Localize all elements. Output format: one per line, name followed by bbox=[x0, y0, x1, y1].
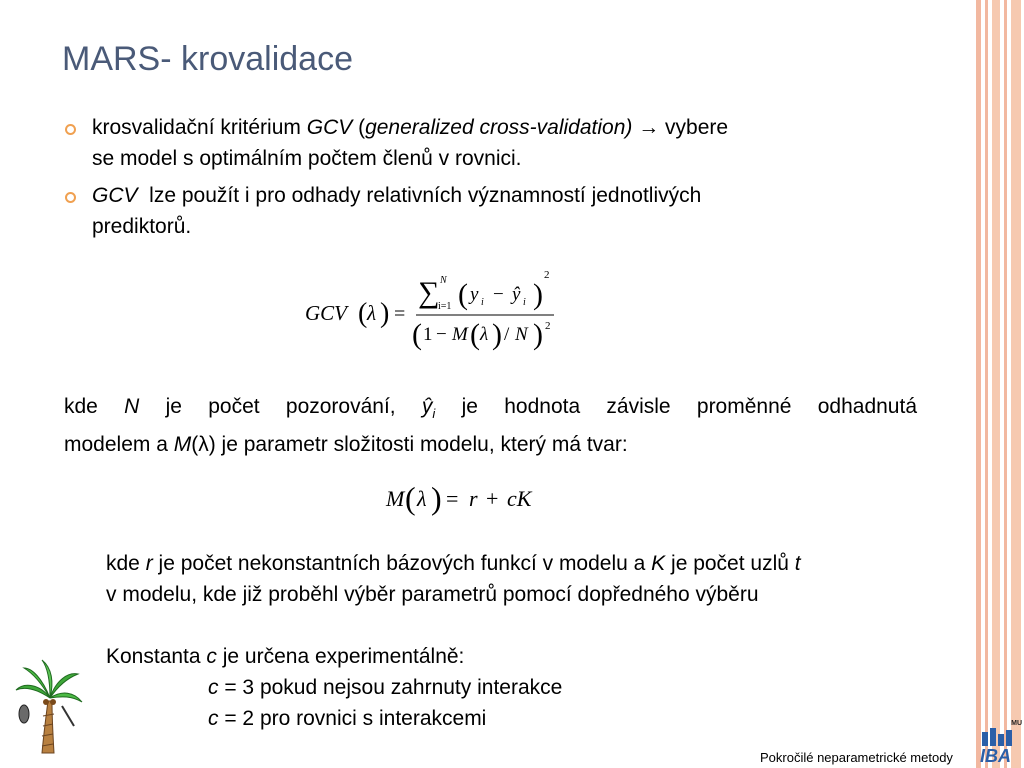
t-symbol: t bbox=[794, 552, 801, 575]
bullet-1-line-2: se model s optimálním počtem členů v rovnici. bbox=[92, 147, 522, 170]
paragraph-3-line-2 bbox=[106, 672, 706, 703]
stripe bbox=[985, 0, 988, 768]
sub-i: i bbox=[523, 297, 526, 308]
N: N bbox=[515, 324, 528, 345]
m-formula bbox=[380, 476, 570, 520]
stripe bbox=[1004, 0, 1007, 768]
y-hat-symbol: ŷ bbox=[421, 395, 433, 418]
lambda: λ bbox=[367, 301, 377, 325]
paren: ( bbox=[358, 298, 368, 329]
gcv-term: GCV bbox=[306, 116, 353, 139]
text: lze použít i pro odhady relativních významností jednotlivých bbox=[137, 184, 702, 207]
text: modelem a bbox=[64, 433, 174, 457]
palm-tree-icon bbox=[12, 656, 84, 756]
K-symbol: K bbox=[651, 552, 666, 575]
paragraph-3 bbox=[106, 641, 706, 734]
paren: ) bbox=[380, 298, 390, 329]
minus: − bbox=[436, 324, 447, 345]
r-symbol: r bbox=[145, 552, 153, 575]
paren: ( bbox=[470, 318, 480, 351]
paren: ( bbox=[412, 318, 422, 351]
iba-label: IBA bbox=[980, 746, 1011, 766]
gcv-label: GCV bbox=[305, 301, 347, 325]
footer-text: Pokročilé neparametrické metody bbox=[760, 750, 953, 765]
lambda: λ bbox=[480, 324, 489, 345]
text: → vybere bbox=[632, 116, 729, 139]
decorative-stripes bbox=[976, 0, 1024, 768]
paragraph-2-line-1 bbox=[106, 548, 976, 579]
exponent: 2 bbox=[544, 269, 550, 281]
paragraph-3-line-1 bbox=[106, 641, 706, 672]
paragraph-3-line-3 bbox=[106, 703, 706, 734]
slide-title: MARS- krovalidace bbox=[62, 40, 353, 78]
y-hat: ŷ bbox=[512, 284, 521, 305]
M: M bbox=[386, 486, 405, 511]
sub-i: i bbox=[481, 297, 484, 308]
minus: − bbox=[493, 284, 504, 305]
bullet-icon bbox=[65, 192, 76, 203]
text: je počet nekonstantních bázových funkcí v modelu a bbox=[152, 552, 652, 575]
bullet-item-2 bbox=[92, 180, 892, 242]
equals: = bbox=[446, 486, 459, 511]
subscript: i bbox=[432, 406, 436, 422]
paragraph-1-line-1 bbox=[64, 391, 917, 429]
text: je počet uzlů bbox=[665, 552, 795, 575]
text: (λ) je parametr složitosti modelu, který má tvar: bbox=[191, 433, 628, 457]
c-symbol: c bbox=[208, 676, 219, 699]
logo-bar bbox=[1006, 730, 1012, 746]
text: kde bbox=[106, 552, 146, 575]
paren: ) bbox=[431, 480, 442, 516]
text: je počet pozorování, bbox=[139, 395, 422, 418]
lambda: λ bbox=[417, 486, 427, 511]
r: r bbox=[469, 486, 478, 511]
bullet-1-line-1 bbox=[92, 112, 892, 143]
sum-lower: i=1 bbox=[438, 301, 452, 312]
text: Konstanta bbox=[106, 645, 207, 668]
bullet-icon bbox=[65, 124, 76, 135]
paragraph-1 bbox=[64, 391, 917, 460]
gcv-expansion: generalized cross-validation) bbox=[365, 116, 633, 139]
gcv-term: GCV bbox=[92, 184, 138, 207]
logo-bar bbox=[998, 734, 1004, 746]
bullet-2-line-2: prediktorů. bbox=[92, 215, 192, 238]
text: je hodnota závisle proměnné odhadnutá bbox=[435, 395, 918, 418]
plus: + bbox=[486, 486, 499, 511]
paragraph-1-line-2 bbox=[64, 429, 917, 460]
stripe bbox=[992, 0, 1000, 768]
text: kde bbox=[64, 395, 125, 418]
gcv-formula bbox=[300, 262, 570, 357]
bullet-item-1 bbox=[92, 112, 892, 174]
equals: = bbox=[394, 303, 406, 325]
stripe bbox=[976, 0, 981, 768]
M: M bbox=[452, 324, 468, 345]
c-symbol: c bbox=[208, 707, 219, 730]
paren: ( bbox=[405, 480, 416, 516]
text: = 3 pokud nejsou zahrnuty interakce bbox=[218, 676, 563, 699]
paragraph-2-line-2: v modelu, kde již proběhl výběr parametrů pomocí dopředného výběru bbox=[106, 583, 759, 606]
paragraph-2 bbox=[106, 548, 976, 610]
text: je určena experimentálně: bbox=[216, 645, 465, 668]
N-symbol: N bbox=[124, 395, 140, 418]
sum-upper: N bbox=[440, 275, 447, 286]
stripe bbox=[1011, 0, 1021, 768]
M-symbol: M bbox=[173, 433, 192, 457]
paren: ) bbox=[533, 318, 543, 351]
slash: / bbox=[504, 324, 510, 345]
exponent: 2 bbox=[545, 320, 551, 332]
text: = 2 pro rovnici s interakcemi bbox=[218, 707, 487, 730]
mu-label: MU bbox=[1011, 720, 1022, 727]
one: 1 bbox=[423, 324, 433, 345]
paren: ( bbox=[458, 278, 468, 311]
logo-bar bbox=[982, 732, 988, 746]
paren: ) bbox=[492, 318, 502, 351]
iba-logo bbox=[978, 720, 1024, 768]
paren: ) bbox=[533, 278, 543, 311]
logo-bar bbox=[990, 728, 996, 746]
sum-symbol: ∑ bbox=[418, 276, 440, 309]
cK: cK bbox=[507, 486, 532, 511]
text: ( bbox=[352, 116, 366, 139]
c-symbol: c bbox=[206, 645, 217, 668]
text: krosvalidační kritérium bbox=[92, 116, 307, 139]
bullet-2-line-1 bbox=[92, 180, 892, 211]
y: y bbox=[470, 284, 479, 305]
